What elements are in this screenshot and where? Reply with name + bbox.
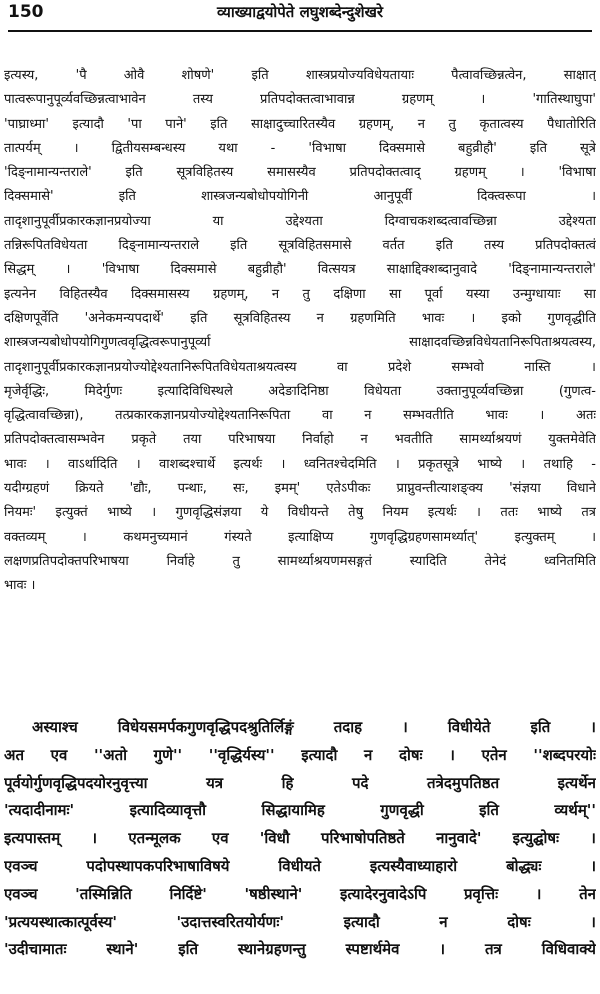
page-number: 150 [8, 2, 44, 22]
main-text-line: पूर्वयोर्गुणवृद्धिपदयोरनुवृत्त्या यत्र हि पदे तत्रेदमुपतिष्ठत इत्यर्थेन [4, 773, 596, 792]
commentary-line: 'दिङ्नामान्यन्तराले' इति सूत्रविहितस्य समासस्यैव प्रतिपदोक्तत्वाद् ग्रहणम् । 'विभाषा [4, 165, 596, 181]
commentary-line: भावः । [4, 578, 36, 594]
page-header [8, 0, 592, 28]
commentary-line: लक्षणप्रतिपदोक्तपरिभाषया निर्वाहे तु सामर्थ्याश्रयणमसङ्गतं स्यादिति तेनेदं ध्वनितमिति [4, 553, 596, 569]
main-text-line: इत्यपास्तम् । एतन्मूलक एव 'विधौ परिभाषोपतिष्ठते नानुवादे' इत्युद्घोषः । [4, 829, 596, 848]
commentary-line: तादृशानुपूर्वीप्रकारकज्ञानप्रयोज्योद्देश्यतानिरूपितविधेयताश्रयत्वस्य वा प्रदेशे सम्भवो नास्ति । [4, 359, 596, 375]
commentary-line: दिक्समासे' इति शास्त्रजन्यबोधोपयोगिनी आनुपूर्वी दिक्त्वरूपा । [4, 189, 596, 205]
commentary-line: वृद्धित्वावच्छिन्ना), तत्प्रकारकज्ञानप्रयोज्योद्देश्यतानिरूपिता वा न सम्भवतीति भावः । अतः [4, 408, 596, 424]
commentary-line: तन्निरूपितविधेयता दिङ्नामान्यन्तराले इति सूत्रविहितसमासे वर्तत इति तस्य प्रतिपदोक्तत्वं [4, 238, 596, 254]
main-text-line: 'उदीचामातः स्थाने' इति स्थानेग्रहणन्तु स्पष्टार्थमेव । तत्र विधिवाक्ये [4, 940, 596, 959]
commentary-text [4, 64, 596, 599]
header-rule [8, 30, 592, 32]
commentary-line: शास्त्रजन्यबोधोपयोगिगुणत्ववृद्धित्वरूपानुपूर्व्या साक्षादवच्छिन्नविधेयतानिरूपिताश्रयत्वस्य, [4, 335, 596, 351]
commentary-line: तादृशानुपूर्वीप्रकारकज्ञानप्रयोज्या या उद्देश्यता दिग्वाचकशब्दत्वावच्छिन्ना उद्देश्यता [4, 213, 596, 229]
commentary-line: नियमः' इत्युक्तं भाष्ये । गुणवृद्धिसंज्ञया ये विधीयन्ते तेषु नियम इत्यर्थः । ततः भाष्ये तत्र [4, 505, 596, 521]
commentary-line: पात्वरूपानुपूर्व्यवच्छिन्नत्वाभावेन तस्य प्रतिपदोक्तत्वाभावान्न ग्रहणम् । 'गातिस्थाघुपा' [4, 92, 596, 108]
main-text-line: एवञ्च पदोपस्थापकपरिभाषाविषये विधीयते इत्यस्यैवाध्याहारो बोद्ध्यः । [4, 856, 596, 875]
main-text-line: अस्याश्च विधेयसमर्पकगुणवृद्धिपदश्रुतिर्लिङ्गं तदाह । विधीयेते इति । [32, 718, 596, 736]
commentary-line: इत्यनेन विहितस्यैव दिक्समासस्य ग्रहणम्, न तु दक्षिणा सा पूर्वा यस्या उन्मुग्धायाः सा [4, 286, 596, 302]
commentary-line: तात्पर्यम् । द्वितीयसम्बन्धस्य यथा - 'विभाषा दिक्समासे बहुव्रीहौ' इति सूत्रे [4, 140, 596, 156]
running-title: व्याख्याद्वयोपेते लघुशब्देन्दुशेखरे [217, 3, 383, 21]
commentary-line: मृजेर्वृद्धिः, मिदेर्गुणः इत्यादिविधिस्थले अदेङादिनिष्ठा विधेयता उक्तानुपूर्व्यवच्छिन्ना (गुणत्व- [4, 383, 596, 399]
commentary-line: यदीग्ग्रहणं क्रियते 'द्यौः, पन्थाः, सः, इमम्' एतेऽपीकः प्राप्नुवन्तीत्याशङ्क्य 'संज्ञया विधाने [4, 481, 596, 497]
main-text-line: अत एव ''अतो गुणे'' ''वृद्धिर्यस्य'' इत्यादौ न दोषः । एतेन ''शब्दपरयोः [4, 745, 596, 764]
commentary-line: इत्यस्य, 'पै ओवै शोषणे' इति शास्त्रप्रयोज्यविधेयतायाः पैत्वावच्छिन्नत्वेन, साक्षात् [4, 68, 596, 83]
commentary-line: सिद्धम् । 'विभाषा दिक्समासे बहुव्रीहौ' वित्सयत्र साक्षाद्दिक्शब्दानुवादे 'दिङ्नामान्यन्तराले' [4, 262, 596, 278]
commentary-line: प्रतिपदोक्तत्वासम्भवेन प्रकृते तया परिभाषया निर्वाहो न भवतीति सामर्थ्याश्रयणं युक्तमेवेति [4, 432, 596, 448]
main-text [4, 714, 596, 964]
main-text-line: 'प्रत्ययस्थात्कात्पूर्वस्य' 'उदात्तस्वरितयोर्यणः' इत्यादौ न दोषः । [4, 912, 596, 931]
main-text-line: एवञ्च 'तस्मिन्निति निर्दिष्टे' 'षष्ठीस्थाने' इत्यादेरनुवादेऽपि प्रवृत्तिः । तेन [4, 884, 596, 903]
commentary-line: दक्षिणपूर्वेति 'अनेकमन्यपदार्थे' इति सूत्रविहितस्य न ग्रहणमिति भावः । इको गुणवृद्धीति [4, 310, 596, 326]
main-text-line: 'त्यदादीनामः' इत्यादिव्यावृत्तौ सिद्धायामिह गुणवृद्धी इति व्यर्थम्'' [4, 801, 596, 820]
commentary-line: 'पाघ्राध्मा' इत्यादौ 'पा पाने' इति साक्षादुच्चारितस्यैव ग्रहणम्, न तु कृतात्वस्य पैधातोरिति [4, 116, 596, 132]
commentary-line: वक्तव्यम् । कथमनुच्यमानं गंस्यते इत्याक्षिप्य गुणवृद्धिग्रहणसामर्थ्यात्' इत्युक्तम् । [4, 529, 596, 545]
commentary-line: भावः । वाऽर्थादिति । वाशब्दश्चार्थे इत्यर्थः । ध्वनितश्चेदमिति । प्रकृतसूत्रे भाष्ये । तथाहि - [4, 456, 596, 472]
